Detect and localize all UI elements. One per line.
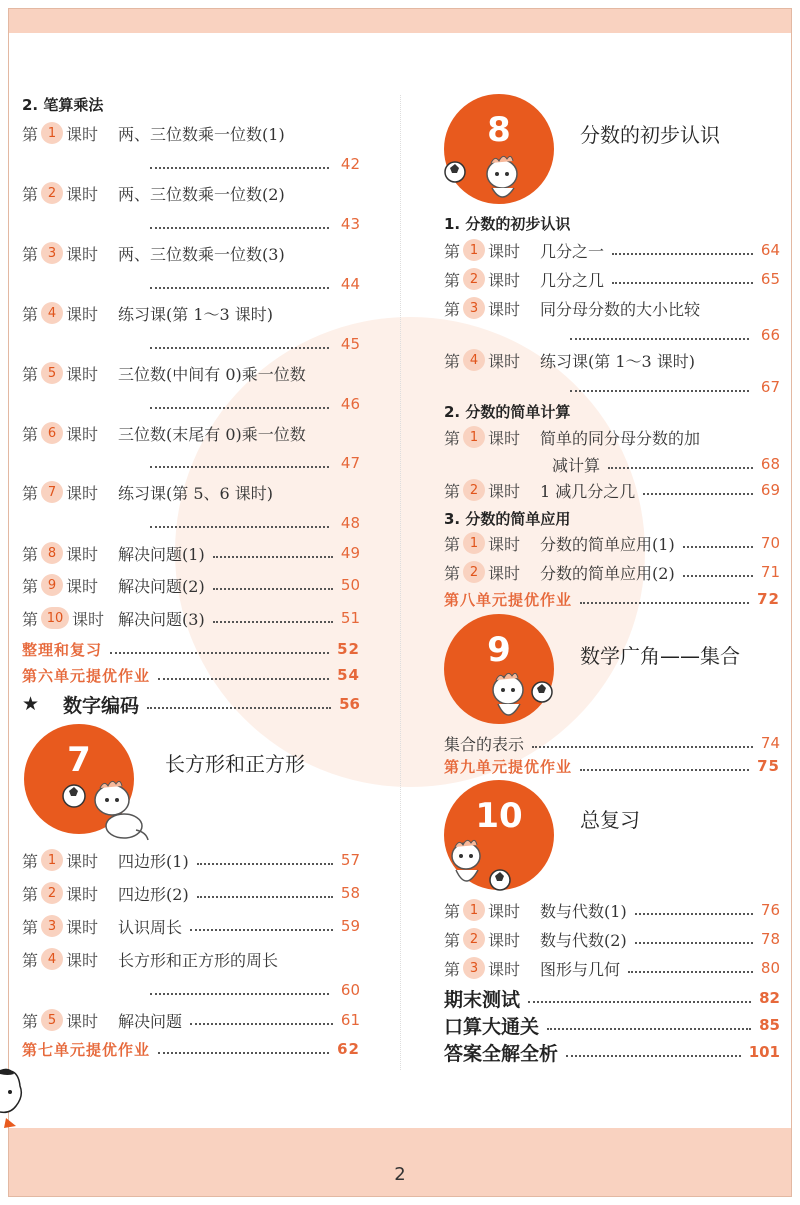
toc-entry[interactable] bbox=[444, 925, 780, 953]
suffix-label: 课时 bbox=[66, 124, 99, 144]
dot-leader bbox=[635, 942, 753, 944]
lesson-number-badge: 6 bbox=[41, 422, 63, 444]
section-heading: 2. 分数的简单计算 bbox=[444, 403, 571, 421]
dot-leader bbox=[213, 588, 333, 590]
dot-leader bbox=[683, 546, 753, 548]
toc-entry[interactable] bbox=[22, 299, 362, 327]
prefix-label: 第 bbox=[444, 428, 461, 448]
suffix-label: 课时 bbox=[488, 270, 521, 290]
dot-leader bbox=[150, 466, 329, 468]
dot-leader bbox=[570, 338, 749, 340]
suffix-label: 课时 bbox=[66, 544, 99, 564]
unit-number: 10 bbox=[475, 796, 523, 836]
toc-entry[interactable] bbox=[22, 1006, 360, 1034]
mascot-dinosaur-icon bbox=[62, 770, 152, 842]
lesson-title: 四边形(1) bbox=[118, 851, 189, 871]
lesson-title: 几分之几 bbox=[540, 270, 605, 290]
lesson-number-badge: 2 bbox=[463, 561, 485, 583]
page-number: 74 bbox=[760, 734, 780, 752]
leader-line bbox=[150, 980, 360, 1000]
prefix-label: 第 bbox=[22, 304, 39, 324]
page-number: 59 bbox=[340, 917, 360, 935]
page-number: 54 bbox=[337, 666, 360, 684]
page-number: 65 bbox=[760, 270, 780, 288]
lesson-number-badge: 10 bbox=[41, 607, 69, 629]
lesson-number-badge: 1 bbox=[41, 122, 63, 144]
lesson-title: 几分之一 bbox=[540, 241, 605, 261]
dot-leader bbox=[190, 1023, 333, 1025]
lesson-title: 数与代数(1) bbox=[540, 901, 627, 921]
lesson-title: 练习课(第 1～3 课时) bbox=[540, 351, 696, 371]
page-number: 69 bbox=[760, 481, 780, 499]
toc-entry[interactable] bbox=[444, 236, 780, 264]
lesson-number-badge: 7 bbox=[41, 481, 63, 503]
lesson-number-badge: 2 bbox=[41, 882, 63, 904]
toc-entry[interactable] bbox=[22, 661, 360, 689]
lesson-title: 减计算 bbox=[552, 455, 601, 475]
suffix-label: 课时 bbox=[66, 364, 99, 384]
toc-entry[interactable] bbox=[444, 558, 780, 586]
lesson-number-badge: 4 bbox=[41, 302, 63, 324]
dot-leader bbox=[580, 602, 749, 604]
suffix-label: 课时 bbox=[66, 184, 99, 204]
suffix-label: 课时 bbox=[66, 917, 99, 937]
suffix-label: 课时 bbox=[488, 299, 521, 319]
dot-leader bbox=[580, 769, 749, 771]
prefix-label: 第 bbox=[22, 544, 39, 564]
page-number: 78 bbox=[760, 930, 780, 948]
homework-title: 第七单元提优作业 bbox=[22, 1040, 151, 1059]
toc-entry[interactable] bbox=[444, 1038, 780, 1066]
lesson-title: 练习课(第 1～3 课时) bbox=[118, 304, 274, 324]
prefix-label: 第 bbox=[22, 424, 39, 444]
page-number: 58 bbox=[340, 884, 360, 902]
toc-entry[interactable] bbox=[22, 359, 362, 387]
page-number: 62 bbox=[337, 1040, 360, 1058]
lesson-title: 三位数(末尾有 0)乘一位数 bbox=[118, 424, 306, 444]
page-number-footer: 2 bbox=[394, 1164, 406, 1185]
lesson-title: 解决问题(1) bbox=[118, 544, 205, 564]
lesson-title: 分数的简单应用(1) bbox=[540, 534, 675, 554]
dot-leader bbox=[150, 227, 329, 229]
toc-entry[interactable] bbox=[444, 984, 780, 1012]
prefix-label: 第 bbox=[22, 950, 39, 970]
toc-entry[interactable] bbox=[22, 1035, 360, 1063]
lesson-title: 1 减几分之几 bbox=[540, 481, 636, 501]
dot-leader bbox=[150, 347, 329, 349]
toc-entry[interactable] bbox=[444, 476, 780, 504]
lesson-title: 数与代数(2) bbox=[540, 930, 627, 950]
lesson-title: 两、三位数乘一位数(3) bbox=[118, 244, 285, 264]
dot-leader bbox=[213, 621, 333, 623]
page-number: 85 bbox=[759, 1016, 780, 1034]
toc-entry[interactable] bbox=[22, 635, 360, 663]
lesson-number-badge: 8 bbox=[41, 542, 63, 564]
section-heading: 2. 笔算乘法 bbox=[22, 96, 104, 114]
page-number: 80 bbox=[760, 959, 780, 977]
suffix-label: 课时 bbox=[488, 901, 521, 921]
leader-line bbox=[570, 377, 780, 397]
dot-leader bbox=[197, 896, 333, 898]
lesson-title: 四边形(2) bbox=[118, 884, 189, 904]
suffix-label: 课时 bbox=[72, 609, 105, 629]
dot-leader bbox=[643, 493, 753, 495]
unit-number: 7 bbox=[67, 740, 91, 780]
page-number: 64 bbox=[760, 241, 780, 259]
toc-entry[interactable] bbox=[444, 294, 780, 322]
prefix-label: 第 bbox=[22, 1011, 39, 1031]
page-number: 42 bbox=[340, 155, 360, 173]
toc-entry[interactable] bbox=[22, 690, 360, 718]
toc-entry[interactable] bbox=[444, 529, 780, 557]
lesson-title: 三位数(中间有 0)乘一位数 bbox=[118, 364, 306, 384]
leader-line bbox=[150, 453, 360, 473]
page-number: 47 bbox=[340, 454, 360, 472]
suffix-label: 课时 bbox=[66, 950, 99, 970]
mascot-dinosaur-icon bbox=[480, 668, 560, 728]
suffix-label: 课时 bbox=[488, 428, 521, 448]
prefix-label: 第 bbox=[22, 609, 39, 629]
lesson-number-badge: 2 bbox=[463, 928, 485, 950]
dot-leader bbox=[528, 1001, 751, 1003]
prefix-label: 第 bbox=[444, 959, 461, 979]
lesson-number-badge: 1 bbox=[463, 899, 485, 921]
toc-entry[interactable] bbox=[444, 423, 780, 451]
page-number: 48 bbox=[340, 514, 360, 532]
toc-entry[interactable] bbox=[444, 896, 780, 924]
lesson-number-badge: 5 bbox=[41, 1009, 63, 1031]
suffix-label: 课时 bbox=[66, 483, 99, 503]
unit-title: 数学广角——集合 bbox=[580, 644, 740, 668]
toc-entry[interactable] bbox=[22, 119, 362, 147]
dot-leader bbox=[150, 407, 329, 409]
dot-leader bbox=[608, 467, 753, 469]
lesson-number-badge: 1 bbox=[41, 849, 63, 871]
prefix-label: 第 bbox=[444, 351, 461, 371]
top-band bbox=[9, 9, 791, 33]
prefix-label: 第 bbox=[22, 576, 39, 596]
toc-entry[interactable] bbox=[22, 945, 362, 973]
lesson-title: 解决问题(2) bbox=[118, 576, 205, 596]
homework-title: 第六单元提优作业 bbox=[22, 666, 151, 685]
star-icon: ★ bbox=[22, 693, 40, 715]
page-number: 50 bbox=[340, 576, 360, 594]
lesson-title: 同分母分数的大小比较 bbox=[540, 299, 701, 319]
toc-entry[interactable] bbox=[444, 1011, 780, 1039]
page-number: 82 bbox=[759, 989, 780, 1007]
prefix-label: 第 bbox=[444, 481, 461, 501]
dot-leader bbox=[683, 575, 753, 577]
lesson-number-badge: 2 bbox=[41, 182, 63, 204]
dot-leader bbox=[635, 913, 753, 915]
toc-entry[interactable] bbox=[444, 585, 780, 613]
toc-entry[interactable] bbox=[22, 604, 360, 632]
page-number: 52 bbox=[337, 640, 360, 658]
page-number: 56 bbox=[339, 695, 360, 713]
page-number: 45 bbox=[340, 335, 360, 353]
toc-entry[interactable] bbox=[444, 265, 780, 293]
prefix-label: 第 bbox=[22, 244, 39, 264]
unit-number: 8 bbox=[487, 110, 511, 150]
character-peek-icon bbox=[0, 1066, 30, 1132]
suffix-label: 课时 bbox=[66, 851, 99, 871]
toc-entry[interactable] bbox=[22, 419, 362, 447]
page-number: 44 bbox=[340, 275, 360, 293]
lesson-number-badge: 5 bbox=[41, 362, 63, 384]
final-title: 答案全解全析 bbox=[444, 1042, 559, 1065]
leader-line bbox=[150, 513, 360, 533]
toc-entry[interactable] bbox=[22, 912, 360, 940]
lesson-number-badge: 1 bbox=[463, 532, 485, 554]
special-title: 数字编码 bbox=[63, 694, 140, 717]
prefix-label: 第 bbox=[22, 364, 39, 384]
lesson-title: 解决问题 bbox=[118, 1011, 183, 1031]
prefix-label: 第 bbox=[22, 124, 39, 144]
page-number: 57 bbox=[340, 851, 360, 869]
prefix-label: 第 bbox=[444, 534, 461, 554]
toc-entry[interactable] bbox=[22, 478, 362, 506]
leader-line bbox=[150, 394, 360, 414]
page-number: 68 bbox=[760, 455, 780, 473]
bottom-band bbox=[9, 1128, 791, 1196]
dot-leader bbox=[158, 1052, 329, 1054]
dot-leader bbox=[158, 678, 329, 680]
dot-leader bbox=[566, 1055, 741, 1057]
unit-title: 长方形和正方形 bbox=[165, 752, 305, 776]
toc-entry[interactable] bbox=[22, 879, 360, 907]
suffix-label: 课时 bbox=[66, 884, 99, 904]
lesson-title: 图形与几何 bbox=[540, 959, 621, 979]
toc-entry[interactable] bbox=[444, 954, 780, 982]
suffix-label: 课时 bbox=[488, 351, 521, 371]
homework-title: 第八单元提优作业 bbox=[444, 590, 573, 609]
section-heading: 1. 分数的初步认识 bbox=[444, 215, 571, 233]
dot-leader bbox=[190, 929, 333, 931]
page-number: 75 bbox=[757, 757, 780, 775]
final-title: 口算大通关 bbox=[444, 1015, 540, 1038]
prefix-label: 第 bbox=[22, 184, 39, 204]
suffix-label: 课时 bbox=[488, 241, 521, 261]
prefix-label: 第 bbox=[444, 270, 461, 290]
unit-title: 分数的初步认识 bbox=[580, 123, 720, 147]
page-number: 46 bbox=[340, 395, 360, 413]
lesson-number-badge: 2 bbox=[463, 479, 485, 501]
dot-leader bbox=[150, 287, 329, 289]
unit-number: 9 bbox=[487, 630, 511, 670]
leader-line bbox=[150, 214, 360, 234]
page-number: 72 bbox=[757, 590, 780, 608]
page-number: 49 bbox=[340, 544, 360, 562]
lesson-number-badge: 3 bbox=[41, 242, 63, 264]
suffix-label: 课时 bbox=[66, 1011, 99, 1031]
prefix-label: 第 bbox=[444, 901, 461, 921]
lesson-title: 两、三位数乘一位数(2) bbox=[118, 184, 285, 204]
lesson-number-badge: 2 bbox=[463, 268, 485, 290]
dot-leader bbox=[612, 253, 753, 255]
unit-title: 总复习 bbox=[580, 808, 640, 832]
dot-leader bbox=[150, 993, 329, 995]
lesson-number-badge: 3 bbox=[41, 915, 63, 937]
lesson-title: 分数的简单应用(2) bbox=[540, 563, 675, 583]
dot-leader bbox=[213, 556, 333, 558]
dot-leader bbox=[612, 282, 753, 284]
column-divider bbox=[400, 95, 401, 1070]
dot-leader bbox=[197, 863, 333, 865]
prefix-label: 第 bbox=[22, 917, 39, 937]
suffix-label: 课时 bbox=[488, 959, 521, 979]
prefix-label: 第 bbox=[22, 851, 39, 871]
page-number: 66 bbox=[760, 326, 780, 344]
suffix-label: 课时 bbox=[66, 576, 99, 596]
mascot-dinosaur-icon bbox=[444, 836, 524, 896]
final-title: 期末测试 bbox=[444, 988, 521, 1011]
suffix-label: 课时 bbox=[66, 424, 99, 444]
page-number: 67 bbox=[760, 378, 780, 396]
page-number: 101 bbox=[748, 1043, 780, 1061]
toc-entry[interactable] bbox=[22, 179, 362, 207]
lesson-number-badge: 1 bbox=[463, 426, 485, 448]
lesson-number-badge: 3 bbox=[463, 297, 485, 319]
lesson-number-badge: 9 bbox=[41, 574, 63, 596]
lesson-title: 练习课(第 5、6 课时) bbox=[118, 483, 274, 503]
dot-leader bbox=[547, 1028, 751, 1030]
dot-leader bbox=[570, 390, 749, 392]
prefix-label: 第 bbox=[22, 884, 39, 904]
lesson-title: 集合的表示 bbox=[444, 734, 525, 754]
dot-leader bbox=[150, 167, 329, 169]
lesson-title: 简单的同分母分数的加 bbox=[540, 428, 701, 448]
leader-line bbox=[150, 274, 360, 294]
page-number: 61 bbox=[340, 1011, 360, 1029]
dot-leader bbox=[628, 971, 753, 973]
lesson-title: 解决问题(3) bbox=[118, 609, 205, 629]
toc-entry[interactable] bbox=[22, 846, 360, 874]
dot-leader bbox=[150, 526, 329, 528]
lesson-title: 长方形和正方形的周长 bbox=[118, 950, 279, 970]
review-title: 整理和复习 bbox=[22, 640, 103, 659]
homework-title: 第九单元提优作业 bbox=[444, 757, 573, 776]
toc-entry[interactable] bbox=[22, 539, 360, 567]
suffix-label: 课时 bbox=[488, 481, 521, 501]
suffix-label: 课时 bbox=[66, 304, 99, 324]
page-number: 51 bbox=[340, 609, 360, 627]
mascot-dinosaur-icon bbox=[442, 150, 532, 210]
page-number: 60 bbox=[340, 981, 360, 999]
dot-leader bbox=[110, 652, 329, 654]
prefix-label: 第 bbox=[444, 299, 461, 319]
leader-line bbox=[570, 325, 780, 345]
lesson-number-badge: 1 bbox=[463, 239, 485, 261]
prefix-label: 第 bbox=[22, 483, 39, 503]
dot-leader bbox=[532, 746, 753, 748]
page-number: 70 bbox=[760, 534, 780, 552]
toc-entry-continuation[interactable] bbox=[552, 450, 780, 478]
suffix-label: 课时 bbox=[488, 563, 521, 583]
suffix-label: 课时 bbox=[488, 534, 521, 554]
toc-entry[interactable] bbox=[22, 571, 360, 599]
prefix-label: 第 bbox=[444, 930, 461, 950]
lesson-number-badge: 4 bbox=[41, 948, 63, 970]
section-heading: 3. 分数的简单应用 bbox=[444, 510, 571, 528]
lesson-number-badge: 3 bbox=[463, 957, 485, 979]
leader-line bbox=[150, 334, 360, 354]
leader-line bbox=[150, 154, 360, 174]
toc-entry[interactable] bbox=[444, 752, 780, 780]
page-number: 43 bbox=[340, 215, 360, 233]
lesson-title: 两、三位数乘一位数(1) bbox=[118, 124, 285, 144]
lesson-title: 认识周长 bbox=[118, 917, 183, 937]
prefix-label: 第 bbox=[444, 563, 461, 583]
toc-entry[interactable] bbox=[444, 346, 780, 374]
dot-leader bbox=[147, 707, 331, 709]
toc-entry[interactable] bbox=[22, 239, 362, 267]
page-number: 76 bbox=[760, 901, 780, 919]
page-number: 71 bbox=[760, 563, 780, 581]
prefix-label: 第 bbox=[444, 241, 461, 261]
suffix-label: 课时 bbox=[488, 930, 521, 950]
suffix-label: 课时 bbox=[66, 244, 99, 264]
lesson-number-badge: 4 bbox=[463, 349, 485, 371]
